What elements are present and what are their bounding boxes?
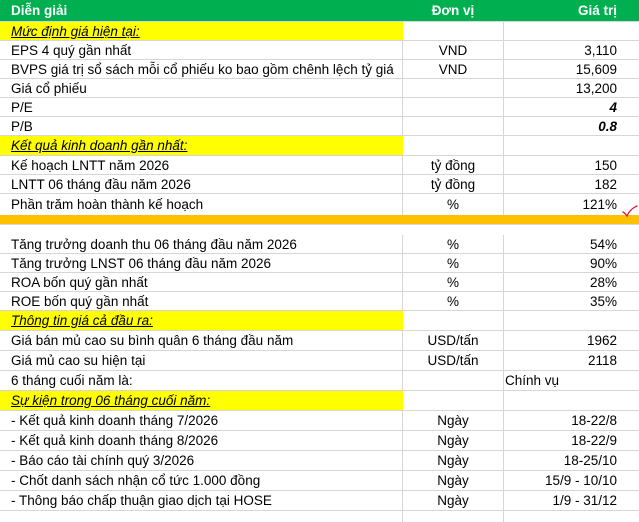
row-label[interactable]: - Chốt danh sách nhận cổ tức 1.000 đồng <box>0 471 403 490</box>
table-row <box>0 273 639 292</box>
section-title[interactable]: Thông tin giá cả đầu ra: <box>0 311 403 330</box>
row-unit[interactable]: % <box>403 254 504 272</box>
row-label[interactable]: - Thông báo chấp thuận giao dịch tại HOSE <box>0 491 403 510</box>
orange-divider <box>0 215 639 224</box>
table-row <box>0 60 639 79</box>
table-cell[interactable] <box>403 511 504 522</box>
table-cell[interactable] <box>403 136 504 155</box>
row-label[interactable]: - Kết quả kinh doanh tháng 7/2026 <box>0 411 403 430</box>
section-valuation <box>0 22 639 41</box>
row-value[interactable]: 15,609 <box>575 61 617 77</box>
section-title[interactable]: Mức định giá hiện tại: <box>0 22 403 40</box>
row-unit[interactable] <box>403 79 504 97</box>
row-unit[interactable]: Ngày <box>403 471 504 490</box>
table-row <box>0 471 639 491</box>
row-unit[interactable]: tỷ đồng <box>403 156 504 174</box>
row-value[interactable]: 0.8 <box>598 118 617 134</box>
table-cell[interactable] <box>403 311 504 330</box>
table-row <box>0 331 639 351</box>
row-unit[interactable]: % <box>403 273 504 291</box>
row-unit[interactable]: USD/tấn <box>403 351 504 370</box>
row-value[interactable]: 182 <box>594 176 617 192</box>
row-unit[interactable] <box>403 98 504 116</box>
row-unit[interactable]: VND <box>403 41 504 59</box>
table-cell[interactable] <box>0 511 403 522</box>
row-value[interactable]: 4 <box>609 99 617 115</box>
row-value[interactable]: 3,110 <box>584 42 617 58</box>
row-label[interactable]: ROE bốn quý gần nhất <box>0 292 403 310</box>
table-row <box>0 79 639 98</box>
header-row <box>0 0 639 22</box>
row-value[interactable]: 121% <box>582 197 617 212</box>
table-cell[interactable] <box>504 511 623 522</box>
row-unit[interactable]: % <box>403 235 504 253</box>
table-row <box>0 431 639 451</box>
row-unit[interactable]: USD/tấn <box>403 331 504 350</box>
row-label[interactable]: EPS 4 quý gần nhất <box>0 41 403 59</box>
row-unit[interactable] <box>403 371 504 390</box>
table-row <box>0 235 639 254</box>
table-row <box>0 98 639 117</box>
row-label[interactable]: Tăng trưởng doanh thu 06 tháng đầu năm 2026 <box>0 235 403 253</box>
row-label[interactable]: - Kết quả kinh doanh tháng 8/2026 <box>0 431 403 450</box>
row-value[interactable]: 13,200 <box>575 80 617 96</box>
table-cell[interactable] <box>403 391 504 410</box>
row-value[interactable]: Chính vụ <box>505 373 560 388</box>
row-unit[interactable]: Ngày <box>403 451 504 470</box>
table-row <box>0 491 639 511</box>
row-label[interactable]: Giá mủ cao su hiện tại <box>0 351 403 370</box>
section-title[interactable]: Kết quả kinh doanh gần nhất: <box>0 136 403 155</box>
row-label[interactable]: BVPS giá trị sổ sách mỗi cổ phiếu ko bao gồm chênh lệch tỷ giá <box>0 60 403 78</box>
table-row <box>0 175 639 194</box>
row-label[interactable]: 6 tháng cuối năm là: <box>0 371 403 390</box>
table-row <box>0 371 639 391</box>
row-unit[interactable]: Ngày <box>403 431 504 450</box>
table-row <box>0 511 639 522</box>
row-value[interactable]: 1/9 - 31/12 <box>552 493 617 508</box>
row-label[interactable]: P/E <box>0 98 403 116</box>
row-value[interactable]: 90% <box>589 255 617 271</box>
row-value[interactable]: 150 <box>594 157 617 173</box>
row-unit[interactable]: % <box>403 194 504 215</box>
row-value[interactable]: 18-25/10 <box>563 453 617 468</box>
table-cell[interactable] <box>403 22 504 40</box>
table-row <box>0 451 639 471</box>
row-value[interactable]: 2118 <box>587 353 617 368</box>
table-row <box>0 351 639 371</box>
table-cell[interactable] <box>504 22 623 40</box>
section-price <box>0 311 639 331</box>
row-label[interactable]: Giá cổ phiếu <box>0 79 403 97</box>
section-business <box>0 136 639 156</box>
red-checkmark-icon <box>622 205 638 219</box>
table-row <box>0 254 639 273</box>
row-label[interactable]: Giá bán mủ cao su bình quân 6 tháng đầu năm <box>0 331 403 350</box>
table-row <box>0 156 639 175</box>
row-label[interactable]: - Báo cáo tài chính quý 3/2026 <box>0 451 403 470</box>
row-label[interactable]: P/B <box>0 117 403 135</box>
section-title[interactable]: Sự kiện trong 06 tháng cuối năm: <box>0 391 403 410</box>
table-row <box>0 292 639 311</box>
header-description[interactable]: Diễn giải <box>0 0 403 21</box>
row-unit[interactable]: VND <box>403 60 504 78</box>
row-unit[interactable]: Ngày <box>403 491 504 510</box>
row-value[interactable]: 15/9 - 10/10 <box>544 473 617 488</box>
row-value[interactable]: 1962 <box>586 333 617 348</box>
row-unit[interactable] <box>403 117 504 135</box>
row-value[interactable]: 54% <box>589 236 617 252</box>
section-events <box>0 391 639 411</box>
header-unit[interactable]: Đơn vị <box>403 0 504 21</box>
table-cell[interactable] <box>504 391 623 410</box>
header-value[interactable]: Giá trị <box>577 3 617 18</box>
table-row <box>0 117 639 136</box>
row-value[interactable]: 18-22/8 <box>571 413 617 428</box>
table-row <box>0 411 639 431</box>
row-value[interactable]: 28% <box>589 274 617 290</box>
row-unit[interactable]: tỷ đồng <box>403 175 504 193</box>
row-value[interactable]: 18-22/9 <box>571 433 617 448</box>
table-cell[interactable] <box>504 136 623 155</box>
row-unit[interactable]: Ngày <box>403 411 504 430</box>
row-label[interactable]: Tăng trưởng LNST 06 tháng đầu năm 2026 <box>0 254 403 272</box>
table-row <box>0 194 639 225</box>
row-value[interactable]: 35% <box>589 293 617 309</box>
row-label[interactable]: Phần trăm hoàn thành kế hoạch <box>0 194 403 215</box>
table-cell[interactable] <box>504 311 623 330</box>
row-label[interactable]: Kế hoạch LNTT năm 2026 <box>0 156 403 174</box>
row-label[interactable]: LNTT 06 tháng đầu năm 2026 <box>0 175 403 193</box>
row-unit[interactable]: % <box>403 292 504 310</box>
table-row <box>0 41 639 60</box>
row-label[interactable]: ROA bốn quý gần nhất <box>0 273 403 291</box>
